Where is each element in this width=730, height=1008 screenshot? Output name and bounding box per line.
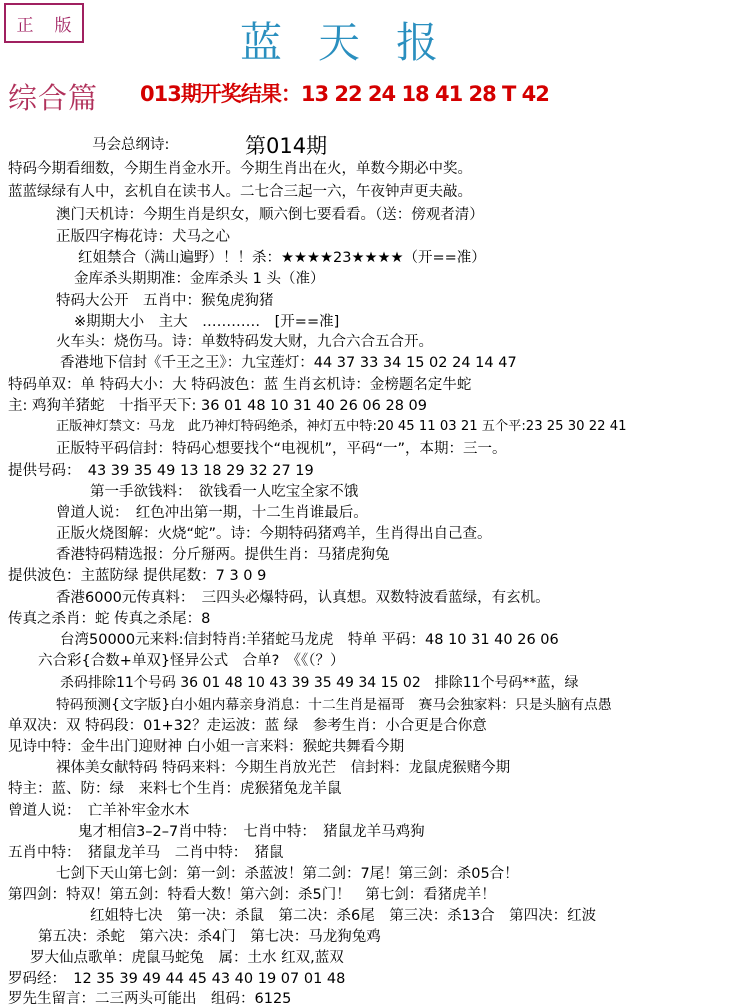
line-13: 主: 鸡狗羊猪蛇 十指平天下: 36 01 48 10 31 40 26 06 28 09 (8, 398, 427, 414)
line-39: 罗大仙点歌单：虎鼠马蛇兔 属：土水 红双,蓝双 (30, 950, 344, 966)
line-41: 罗先生留言：二三两头可能出 组码：6125 (8, 991, 292, 1007)
line-38: 第五决：杀蛇 第六决：杀4门 第七决：马龙狗兔鸡 (38, 929, 381, 945)
line-18: 曾道人说： 红色冲出第一期，十二生肖谁最后。 (56, 505, 368, 521)
line-14: 正版神灯禁文：马龙 此乃神灯特码绝杀，神灯五中特:20 45 11 03 21 五个平:23 25 30 22 41 (56, 419, 627, 434)
line-3: 蓝蓝绿绿有人中，玄机自在读书人。二七合三起一六，午夜钟声更夫敲。 (8, 184, 472, 200)
line-30: 裸体美女献特码 特码来料：今期生肖放光芒 信封料：龙鼠虎猴赌今期 (56, 760, 511, 776)
line-24: 台湾50000元来料:信封特肖:羊猪蛇马龙虎 特单 平码：48 10 31 40 26 06 (60, 632, 559, 648)
line-7: 金库杀头期期准：金库杀头 1 头（准） (74, 271, 325, 287)
line-9: ※期期大小 主大 ………… [开==准] (74, 314, 340, 330)
line-8: 特码大公开 五肖中：猴兔虎狗猪 (56, 293, 274, 309)
line-31: 特主：蓝、防：绿 来料七个生肖：虎猴猪兔龙羊鼠 (8, 781, 342, 797)
line-33: 鬼才相信3–2–7肖中特： 七肖中特： 猪鼠龙羊马鸡狗 (78, 824, 425, 840)
line-23: 传真之杀肖：蛇 传真之杀尾：8 (8, 611, 211, 627)
stamp-char-2: 版 (54, 15, 72, 36)
line-40: 罗码经： 12 35 39 49 44 45 43 40 19 07 01 48 (8, 971, 346, 987)
line-1: 马会总纲诗: (92, 137, 170, 153)
line-29: 见诗中特：金牛出门迎财神 白小姐一言来料：猴蛇共舞看今期 (8, 739, 405, 755)
line-27: 特码预测{文字版}白小姐内幕亲身消息：十二生肖是福哥 赛马会独家料：只是头脑有点愚 (56, 697, 612, 713)
line-22: 香港6000元传真料： 三四头必爆特码，认真想。双数特波看蓝绿，有玄机。 (56, 590, 550, 606)
line-10: 火车头：烧伤马。诗：单数特码发大财，九合六合五合开。 (56, 334, 433, 350)
issue-number: 第014期 (245, 134, 328, 158)
line-32: 曾道人说： 亡羊补牢金水木 (8, 803, 190, 819)
line-19: 正版火烧图解：火烧“蛇”。诗：今期特码猪鸡羊，生肖得出自己查。 (56, 526, 492, 542)
line-11: 香港地下信封《千王之王》：九宝莲灯：44 37 33 34 15 02 24 14 47 (60, 355, 517, 371)
line-6: 红姐禁合（满山遍野）！！杀：★★★★23★★★★（开==准） (78, 250, 486, 266)
line-35: 七剑下天山第七剑：第一剑：杀蓝波！第二剑：7尾！第三剑：杀05合！ (56, 866, 519, 882)
genuine-stamp (4, 3, 84, 43)
line-21: 提供波色：主蓝防绿 提供尾数：7 3 0 9 (8, 568, 267, 584)
section-heading: 综合篇 (8, 81, 99, 115)
line-26: 杀码排除11个号码 36 01 48 10 43 39 35 49 34 15 02 排除11个号码**蓝，绿 (60, 675, 579, 691)
line-36: 第四剑：特双！第五剑：特看大数！第六剑：杀5门！ 第七剑：看猪虎羊！ (8, 887, 496, 903)
line-34: 五肖中特： 猪鼠龙羊马 二肖中特： 猪鼠 (8, 845, 284, 861)
line-12: 特码单双：单 特码大小：大 特码波色：蓝 生肖玄机诗：金榜题名定牛蛇 (8, 377, 472, 393)
line-17: 第一手欲钱料： 欲钱看一人吃宝全家不饿 (90, 484, 359, 500)
line-15: 正版特平码信封：特码心想要找个“电视机”，平码“一”，本期：三一。 (56, 441, 507, 457)
newspaper-title: 蓝天报 (240, 18, 475, 67)
line-5: 正版四字梅花诗：犬马之心 (56, 229, 230, 245)
draw-result: 013期开奖结果：13 22 24 18 41 28 T 42 (140, 82, 549, 106)
line-20: 香港特码精选报：分斤掰两。提供生肖：马猪虎狗兔 (56, 547, 390, 563)
line-25: 六合彩{合数+单双}怪异公式 合单? 《《（？） (38, 653, 345, 669)
line-4: 澳门天机诗：今期生肖是织女，顺六倒七要看看。（送：傍观者清） (56, 207, 484, 223)
line-2: 特码今期看细数，今期生肖金水开。今期生肖出在火，单数今期必中奖。 (8, 161, 472, 177)
stamp-char-1: 正 (16, 15, 34, 36)
line-16: 提供号码： 43 39 35 49 13 18 29 32 27 19 (8, 463, 314, 479)
line-37: 红姐特七决 第一决：杀鼠 第二决：杀6尾 第三决：杀13合 第四决：红波 (90, 908, 597, 924)
line-28: 单双决：双 特码段：01+32？走运波：蓝 绿 参考生肖：小合更是合你意 (8, 718, 487, 734)
